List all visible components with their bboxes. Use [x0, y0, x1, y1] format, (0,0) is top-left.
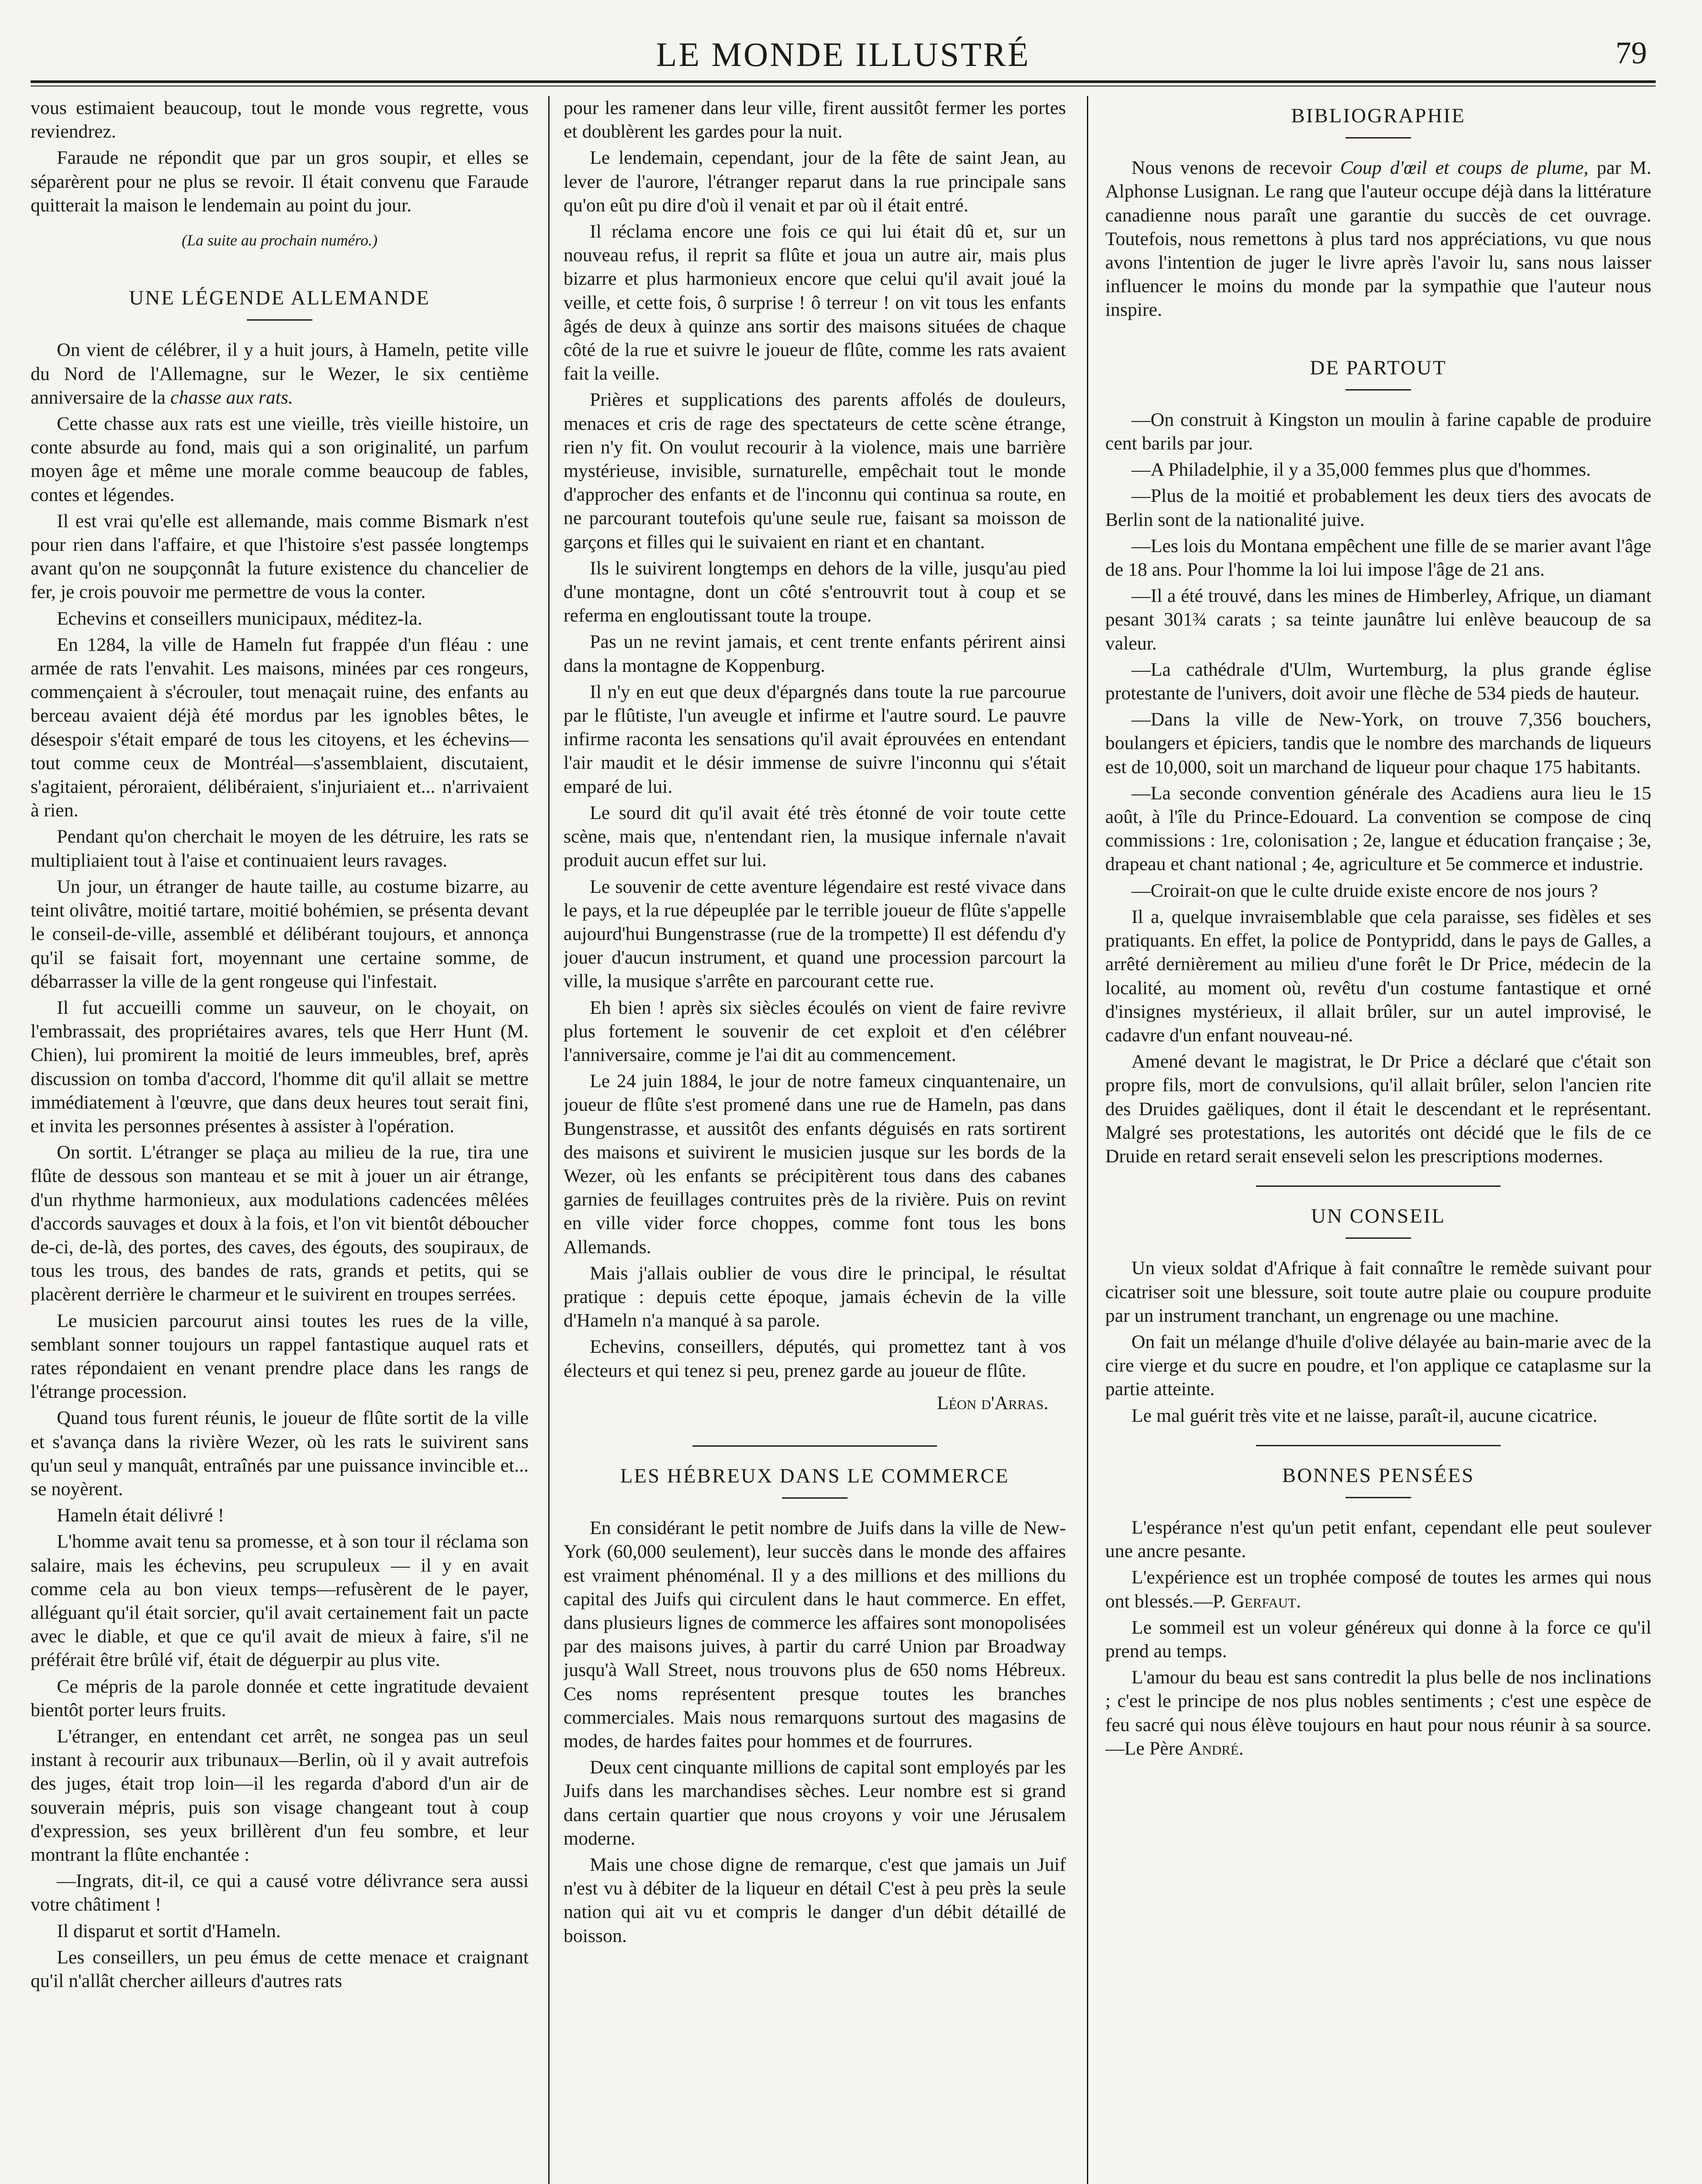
paragraph: Il a, quelque invraisemblable que cela paraisse, ses fidèles et ses pratiquants. En effet, la police de Pontypridd, dans le pays de Galles, a arrêté dernièrement au milieu d'une forêt le Dr Price, médecin de la localité, au moment où, revêtu d'un costume fantastique et orné d'insignes mystérieux, il allait brûler, sur un autel improvisé, le cadavre d'un enfant nouveau-né.	[1105, 906, 1651, 1046]
title-rule	[1346, 1497, 1411, 1498]
paragraph: Pendant qu'on cherchait le moyen de les détruire, les rats se multipliaient tout à l'aise et continuaient leurs ravages.	[31, 826, 529, 871]
paragraph: vous estimaient beaucoup, tout le monde vous regrette, vous reviendrez.	[31, 97, 529, 142]
paragraph: —La seconde convention générale des Acadiens aura lieu le 15 août, à l'île du Prince-Edouard. La convention se compose de cinq commissions : 1re, colonisation ; 2e, langue et éducation française ; 3e, drapeau et chant national ; 4e, agriculture et 5e commerce et industrie.	[1105, 782, 1651, 875]
paragraph: L'expérience est un trophée composé de toutes les armes qui nous ont blessés.—P. Gerfaut.	[1105, 1567, 1651, 1612]
paragraph: —Il a été trouvé, dans les mines de Himberley, Afrique, un diamant pesant 301¾ carats ; sa teinte jaunâtre lui enlève beaucoup de sa valeur.	[1105, 585, 1651, 654]
section-title-legende: UNE LÉGENDE ALLEMANDE	[129, 287, 430, 310]
paragraph: Mais une chose digne de remarque, c'est que jamais un Juif n'est vu à débiter de la liqueur en détail C'est à peu près la seule nation qui ait vu et compris le danger d'un débit détaillé de boisson.	[564, 1854, 1066, 1946]
paragraph: Amené devant le magistrat, le Dr Price a déclaré que c'était son propre fils, mort de convulsions, qu'il allait brûler, selon l'ancien rite des Druides gaëliques, dont il était le descendant et le représentant. Malgré ses protestations, les autorités ont décidé que le fils de ce Druide en retard serait enseveli selon les prescriptions modernes.	[1105, 1051, 1651, 1167]
paragraph: Eh bien ! après six siècles écoulés on vient de faire revivre plus fortement le souvenir de cet exploit et d'en célébrer l'anniversaire, comme je l'ai dit au commencement.	[564, 997, 1066, 1065]
title-rule	[1346, 389, 1411, 390]
paragraph: Echevins et conseillers municipaux, méditez-la.	[57, 608, 422, 629]
paragraph: Le mal guérit très vite et ne laisse, paraît-il, aucune cicatrice.	[1131, 1405, 1598, 1426]
paragraph: Un jour, un étranger de haute taille, au costume bizarre, au teint olivâtre, moitié tartare, moitié bohémien, se présenta devant le conseil-de-ville, assemblé et délibérant toujours, et annonça qu'il se faisait fort, moyennant une certaine somme, de débarrasser la ville de la gent rongeuse qui l'infestait.	[31, 876, 529, 992]
paragraph: Ils le suivirent longtemps en dehors de la ville, jusqu'au pied d'une montagne, dont un côté s'entrouvrit tout à coup et se referma en engloutissant toute la troupe.	[564, 557, 1066, 626]
paragraph: —Plus de la moitié et probablement les deux tiers des avocats de Berlin sont de la nationalité juive.	[1105, 485, 1651, 530]
paragraph: Nous venons de recevoir Coup d'œil et coups de plume, par M. Alphonse Lusignan. Le rang que l'auteur occupe déjà dans la littérature canadienne nous paraît une garantie du succès de cet ouvrage. Toutefois, nous remettons à plus tard nos appréciations, vu que nous avons l'intention de juger le livre après l'avoir lu, sans nous laisser influencer le moins du monde par la sympathie que l'auteur nous inspire.	[1105, 157, 1651, 321]
section-separator	[692, 1445, 937, 1447]
paragraph: —On construit à Kingston un moulin à farine capable de produire cent barils par jour.	[1105, 409, 1651, 454]
masthead-title: LE MONDE ILLUSTRÉ	[656, 35, 1031, 73]
paragraph: Le souvenir de cette aventure légendaire est resté vivace dans le pays, et la rue dépeuplée par le terrible joueur de flûte s'appelle aujourd'hui Bungenstrasse (rue de la trompette) Il est défendu d'y jouer d'aucun instrument, et quand une procession parcourt la ville, la musique s'arrête en parcourant cette rue.	[564, 876, 1066, 992]
section-title-conseil: UN CONSEIL	[1311, 1205, 1446, 1228]
paragraph: Faraude ne répondit que par un gros soupir, et elles se séparèrent pour ne plus se revoir. Il était convenu que Faraude quitterait la maison le lendemain au point du jour.	[31, 147, 529, 216]
author-signature: Léon d'Arras.	[937, 1392, 1048, 1413]
paragraph: Il n'y en eut que deux d'épargnés dans toute la rue parcourue par le flûtiste, l'un aveugle et infirme et l'autre sourd. Le pauvre infirme raconta les sensations qu'il avait éprouvées en entendant l'air maudit et le désir immense de suivre l'inconnu qui s'était emparé de lui.	[564, 681, 1066, 797]
paragraph: Un vieux soldat d'Afrique à fait connaître le remède suivant pour cicatriser soit une blessure, soit toute autre plaie ou coupure produite par un instrument tranchant, un engrenage ou une machine.	[1105, 1258, 1651, 1326]
paragraph: On fait un mélange d'huile d'olive délayée au bain-marie avec de la cire vierge et du sucre en poudre, et l'on applique ce cataplasme sur la partie atteinte.	[1105, 1331, 1651, 1400]
title-rule	[1346, 1237, 1411, 1239]
page-header	[31, 35, 1656, 87]
paragraph: Ce mépris de la parole donnée et cette ingratitude devaient bientôt porter leurs fruits.	[31, 1676, 529, 1721]
paragraph: En 1284, la ville de Hameln fut frappée d'un fléau : une armée de rats l'envahit. Les maisons, minées par ces rongeurs, commençaient à s'écrouler, tout menaçait ruine, des enfants au berceau avaient déjà été mordus par les ignobles bêtes, le désespoir s'était emparé de tous les citoyens, et les échevins—tout comme ceux de Montréal—s'assemblaient, discutaient, s'agitaient, péroraient, délibéraient, s'injuriaient et... n'arrivaient à rien.	[31, 634, 529, 821]
paragraph: Le 24 juin 1884, le jour de notre fameux cinquantenaire, un joueur de flûte s'est promené dans une rue de Hameln, pas dans Bungenstrasse, et aussitôt des enfants déguisés en rats sortirent des maisons et suivirent le musicien jusque sur les bords de la Wezer, où les enfants se précipitèrent tous dans des cabanes garnies de feuillages contruites près de la rivière. Puis on revint en ville vider force choppes, comme font tous les bons Allemands.	[564, 1071, 1066, 1258]
column-middle	[564, 96, 1066, 2184]
paragraph: Echevins, conseillers, députés, qui promettez tant à vos électeurs et qui tenez si peu, prenez garde au joueur de flûte.	[564, 1336, 1066, 1381]
paragraph: Le sourd dit qu'il avait été très étonné de voir toute cette scène, mais que, n'entendant rien, la musique infernale n'avait produit aucun effet sur lui.	[564, 802, 1066, 871]
paragraph: Cette chasse aux rats est une vieille, très vieille histoire, un conte absurde au fond, mais qui a son originalité, un parfum moyen âge et même une morale comme beaucoup de fables, contes et légendes.	[31, 413, 529, 505]
column-divider	[1087, 96, 1088, 2184]
paragraph: Il disparut et sortit d'Hameln.	[57, 1920, 281, 1942]
paragraph: Le lendemain, cependant, jour de la fête de saint Jean, au lever de l'aurore, l'étranger reparut dans la rue principale sans qu'on eût pu dire d'où il venait et par où il était entré.	[564, 147, 1066, 216]
paragraph: L'amour du beau est sans contredit la plus belle de nos inclinations ; c'est le principe de nos plus nobles sentiments ; c'est une espèce de feu sacré qui nous élève toujours en haut pour nous réunir à sa source.—Le Père André.	[1105, 1667, 1651, 1759]
paragraph: On vient de célébrer, il y a huit jours, à Hameln, petite ville du Nord de l'Allemagne, sur le Wezer, le six centième anniversaire de la chasse aux rats.	[31, 339, 529, 408]
paragraph: —La cathédrale d'Ulm, Wurtemburg, la plus grande église protestante de l'univers, doit avoir une flèche de 534 pieds de hauteur.	[1105, 659, 1651, 704]
columns	[31, 96, 1656, 2184]
paragraph: —A Philadelphie, il y a 35,000 femmes plus que d'hommes.	[1131, 459, 1591, 480]
paragraph: Le musicien parcourut ainsi toutes les rues de la ville, semblant sonner toujours un rappel fantastique auquel rats et rates répondaient en venant prendre place dans les rangs de l'étrange procession.	[31, 1310, 529, 1403]
page-number: 79	[1616, 35, 1647, 70]
section-separator	[1256, 1445, 1501, 1446]
paragraph: Hameln était délivré !	[57, 1505, 225, 1526]
paragraph: Il fut accueilli comme un sauveur, on le choyait, on l'embrassait, des propriétaires avares, tels que Herr Hunt (M. Chien), lui promirent la moitié de leurs immeubles, bref, après discussion on tomba d'accord, l'homme dit qu'il allait se mettre immédiatement à l'œuvre, que dans deux heures tout serait fini, et invita les personnes présentes à assister à l'opération.	[31, 997, 529, 1137]
paragraph: L'homme avait tenu sa promesse, et à son tour il réclama son salaire, mais les échevins, peu scrupuleux — il y en avait comme cela au bon vieux temps—refusèrent de le payer, alléguant qu'il était sorcier, qu'il avait certainement fait un pacte avec le diable, et que ce qu'il avait de mieux à faire, s'il ne préférait être brûlé vif, était de déguerpir au plus vite.	[31, 1531, 529, 1671]
paragraph: Pas un ne revint jamais, et cent trente enfants périrent ainsi dans la montagne de Koppenburg.	[564, 631, 1066, 676]
paragraph: Il réclama encore une fois ce qui lui était dû et, sur un nouveau refus, il reprit sa flûte et joua un autre air, mais plus bizarre et plus harmonieux encore que celui qu'il avait joué la veille, et cette fois, ô surprise ! ô terreur ! on vit tous les enfants âgés de deux à quinze ans sortir des maisons situées de chaque côté de la rue et suivre le joueur de flûte, comme les rats avaient fait la veille.	[564, 221, 1066, 384]
newspaper-page	[31, 35, 1656, 2184]
paragraph: —Ingrats, dit-il, ce qui a causé votre délivrance sera aussi votre châtiment !	[31, 1870, 529, 1915]
paragraph: Quand tous furent réunis, le joueur de flûte sortit de la ville et s'avança dans la rivière Wezer, où les rats le suivirent sans qu'un seul y manquât, entraînés par une puissance invincible et... se noyèrent.	[31, 1407, 529, 1500]
paragraph: Les conseillers, un peu émus de cette menace et craignant qu'il n'allât chercher ailleurs d'autres rats	[31, 1946, 529, 1992]
column-divider	[548, 96, 550, 2184]
section-title-pensees: BONNES PENSÉES	[1282, 1464, 1475, 1487]
continued-note: (La suite au prochain numéro.)	[181, 232, 378, 249]
title-rule	[782, 1497, 848, 1499]
paragraph: L'étranger, en entendant cet arrêt, ne songea pas un seul instant à recourir aux tribunaux—Berlin, où il y avait autrefois des juges, était trop loin—il les regarda d'abord d'un air de souverain mépris, puis son visage changeant tout à coup d'expression, ses yeux brillèrent d'un feu sombre, et leur montrant la flûte enchantée :	[31, 1726, 529, 1866]
section-title-hebreux: LES HÉBREUX DANS LE COMMERCE	[620, 1464, 1010, 1487]
paragraph: —Les lois du Montana empêchent une fille de se marier avant l'âge de 18 ans. Pour l'homme la loi lui impose l'âge de 21 ans.	[1105, 535, 1651, 581]
paragraph: L'espérance n'est qu'un petit enfant, cependant elle peut soulever une ancre pesante.	[1105, 1517, 1651, 1562]
paragraph: Prières et supplications des parents affolés de douleurs, menaces et cris de rage des spectateurs de cette scène étrange, rien n'y fit. On voulut recourir à la violence, mais une barrière mystérieuse, invisible, surnaturelle, empêchait tout le monde d'approcher des enfants et de l'inconnu qui continua sa route, en ne parcourant toutefois qu'une seule rue, faisant sa moisson de garçons et filles qui le suivaient en riant et en chantant.	[564, 389, 1066, 553]
title-rule	[1346, 137, 1411, 138]
paragraph: En considérant le petit nombre de Juifs dans la ville de New-York (60,000 seulement), leur succès dans le monde des affaires est vraiment phénoménal. Il y a des millions et des millions du capital des Juifs qui circulent dans le haut commerce. En effet, dans plusieurs lignes de commerce les affaires sont monopolisées par des maisons juives, à partir du carré Union par Broadway jusqu'à Wall Street, nous trouvons plus de 650 noms Hébreux. Ces noms représentent presque toutes les branches commerciales. Mais nous remarquons surtout des magasins de modes, de hardes faites pour hommes et de fourrures.	[564, 1517, 1066, 1752]
paragraph: —Croirait-on que le culte druide existe encore de nos jours ?	[1131, 880, 1598, 901]
header-rule-thick	[31, 80, 1656, 83]
paragraph: Deux cent cinquante millions de capital sont employés par les Juifs dans les marchandises sèches. Leur nombre est si grand dans certain quartier que nous croyons y voir une Jérusalem moderne.	[564, 1757, 1066, 1849]
section-title-bibliographie: BIBLIOGRAPHIE	[1291, 104, 1466, 127]
paragraph: Mais j'allais oublier de vous dire le principal, le résultat pratique : depuis cette époque, jamais échevin de la ville d'Hameln n'a manqué à sa parole.	[564, 1262, 1066, 1331]
section-title-partout: DE PARTOUT	[1310, 356, 1447, 379]
column-left	[31, 96, 529, 2184]
paragraph: On sortit. L'étranger se plaça au milieu de la rue, tira une flûte de dessous son manteau et se mit à jouer un air étrange, d'un rhythme harmonieux, aux modulations cadencées mêlées d'accords sauvages et doux à la fois, et l'on vit bientôt déboucher de-ci, de-là, des portes, des caves, des égouts, des soupiraux, de tous les trous, des bandes de rats, grands et petits, qui se placèrent derrière le charmeur et le suivirent en troupes serrées.	[31, 1142, 529, 1305]
paragraph: Il est vrai qu'elle est allemande, mais comme Bismark n'est pour rien dans l'affaire, et que l'histoire s'est passée longtemps avant qu'on ne soupçonnât la future existence du chancelier de fer, je crois pouvoir me permettre de vous la conter.	[31, 510, 529, 603]
paragraph: Le sommeil est un voleur généreux qui donne à la force ce qu'il prend au temps.	[1105, 1617, 1651, 1662]
column-right	[1105, 96, 1651, 2184]
section-separator	[1256, 1185, 1501, 1187]
paragraph: —Dans la ville de New-York, on trouve 7,356 bouchers, boulangers et épiciers, tandis que le nombre des marchands de liqueurs est de 10,000, soit un marchand de liqueur pour chaque 175 habitants.	[1105, 709, 1651, 778]
paragraph: pour les ramener dans leur ville, firent aussitôt fermer les portes et doublèrent les gardes pour la nuit.	[564, 97, 1066, 142]
title-rule	[247, 319, 312, 321]
